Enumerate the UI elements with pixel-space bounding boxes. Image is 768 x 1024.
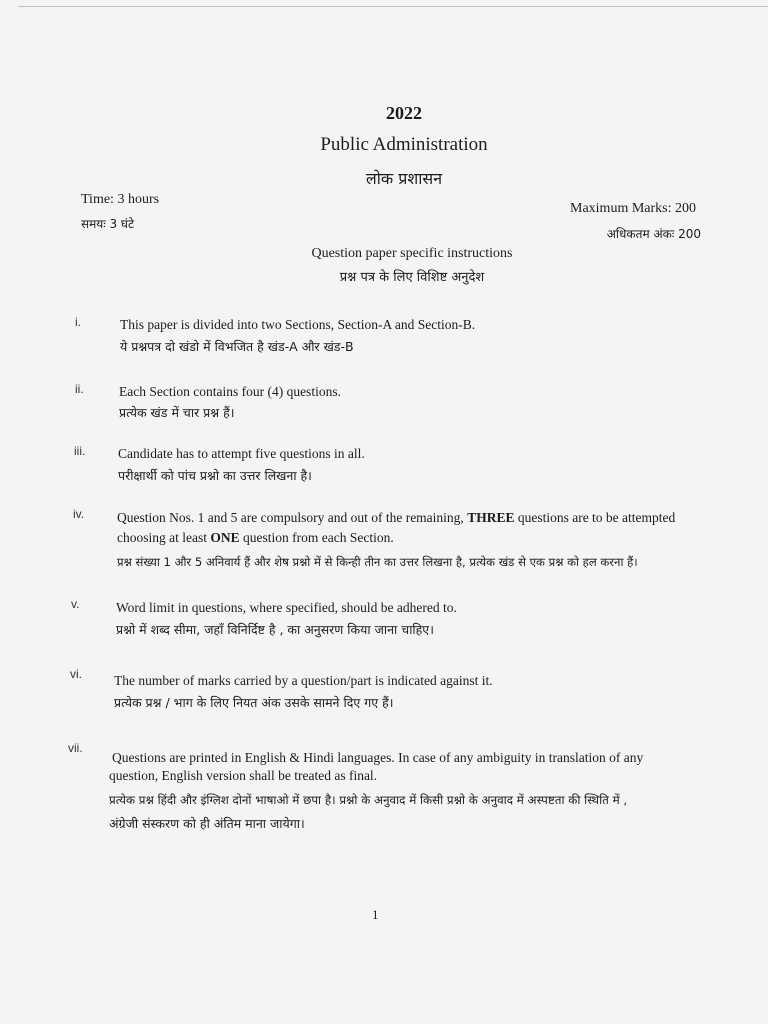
instruction-number: ii. [75, 382, 84, 396]
instruction-text: The number of marks carried by a question/part is indicated against it. [114, 673, 493, 688]
instruction-text-hindi: प्रश्नो में शब्द सीमा, जहाँ विनिर्दिष्ट है , का अनुसरण किया जाना चाहिए। [116, 622, 434, 637]
instruction-text-hindi: परीक्षार्थी को पांच प्रश्नो का उत्तर लिखना है। [118, 468, 312, 483]
max-marks-label: Maximum Marks: 200 [570, 201, 696, 216]
time-label: Time: 3 hours [81, 192, 160, 207]
instruction-number: i. [75, 315, 81, 329]
instruction-text-line2 [117, 528, 394, 548]
text-segment: question from each Section. [239, 530, 394, 545]
instruction-text-hindi: प्रत्येक प्रश्न / भाग के लिए नियत अंक उसके सामने दिए गए हैं। [114, 695, 394, 710]
instruction-text-line2: question, English version shall be treated as final. [109, 768, 378, 783]
instruction-text-hindi: प्रत्येक प्रश्न हिंदी और इंग्लिश दोनों भाषाओ में छपा है। प्रश्नो के अनुवाद में किसी प्रश्नो के अनुवाद में अस्पष्टता की स्थिति में , [109, 793, 628, 807]
instruction-text [117, 508, 675, 528]
instruction-text-hindi-line2: अंग्रेजी संस्करण को ही अंतिम माना जायेगा। [109, 816, 305, 831]
instruction-number: v. [71, 597, 80, 611]
exam-year: 2022 [386, 103, 422, 123]
instruction-text-hindi: प्रश्न संख्या 1 और 5 अनिवार्य हैं और शेष प्रश्नो में से किन्ही तीन का उत्तर लिखना है, प्रत्येक खंड से एक प्रश्न को हल करना हैं। [117, 555, 638, 569]
instruction-number: iii. [74, 444, 86, 458]
instruction-text: Candidate has to attempt five questions in all. [118, 446, 365, 461]
instruction-number: vi. [70, 667, 82, 681]
instruction-text-hindi: प्रत्येक खंड में चार प्रश्न हैं। [119, 405, 235, 420]
emphasis-one: ONE [210, 530, 240, 545]
exam-title-hindi: लोक प्रशासन [365, 169, 443, 188]
emphasis-three: THREE [467, 510, 515, 525]
instruction-text-hindi: ये प्रश्नपत्र दो खंडो में विभजित है खंड-A और खंड-B [120, 339, 354, 354]
time-label-hindi: समयः 3 घंटे [81, 217, 135, 231]
instruction-text: Word limit in questions, where specified, should be adhered to. [116, 600, 457, 615]
instruction-text: Questions are printed in English & Hindi languages. In case of any ambiguity in translation of any [112, 750, 644, 765]
text-segment: choosing at least [117, 530, 211, 545]
instruction-number: iv. [73, 507, 85, 521]
exam-title: Public Administration [320, 134, 488, 155]
text-segment: questions are to be attempted [514, 510, 676, 525]
text-segment: Question Nos. 1 and 5 are compulsory and out of the remaining, [117, 510, 468, 525]
instructions-heading: Question paper specific instructions [311, 246, 513, 261]
instruction-text: Each Section contains four (4) questions. [119, 384, 341, 399]
instruction-number: vii. [68, 741, 83, 755]
instruction-text: This paper is divided into two Sections, Section-A and Section-B. [120, 317, 476, 332]
page-number: 1 [372, 907, 379, 922]
scan-edge-line [18, 6, 768, 7]
max-marks-label-hindi: अधिकतम अंकः 200 [606, 227, 701, 241]
instructions-heading-hindi: प्रश्न पत्र के लिए विशिष्ट अनुदेश [339, 270, 485, 285]
